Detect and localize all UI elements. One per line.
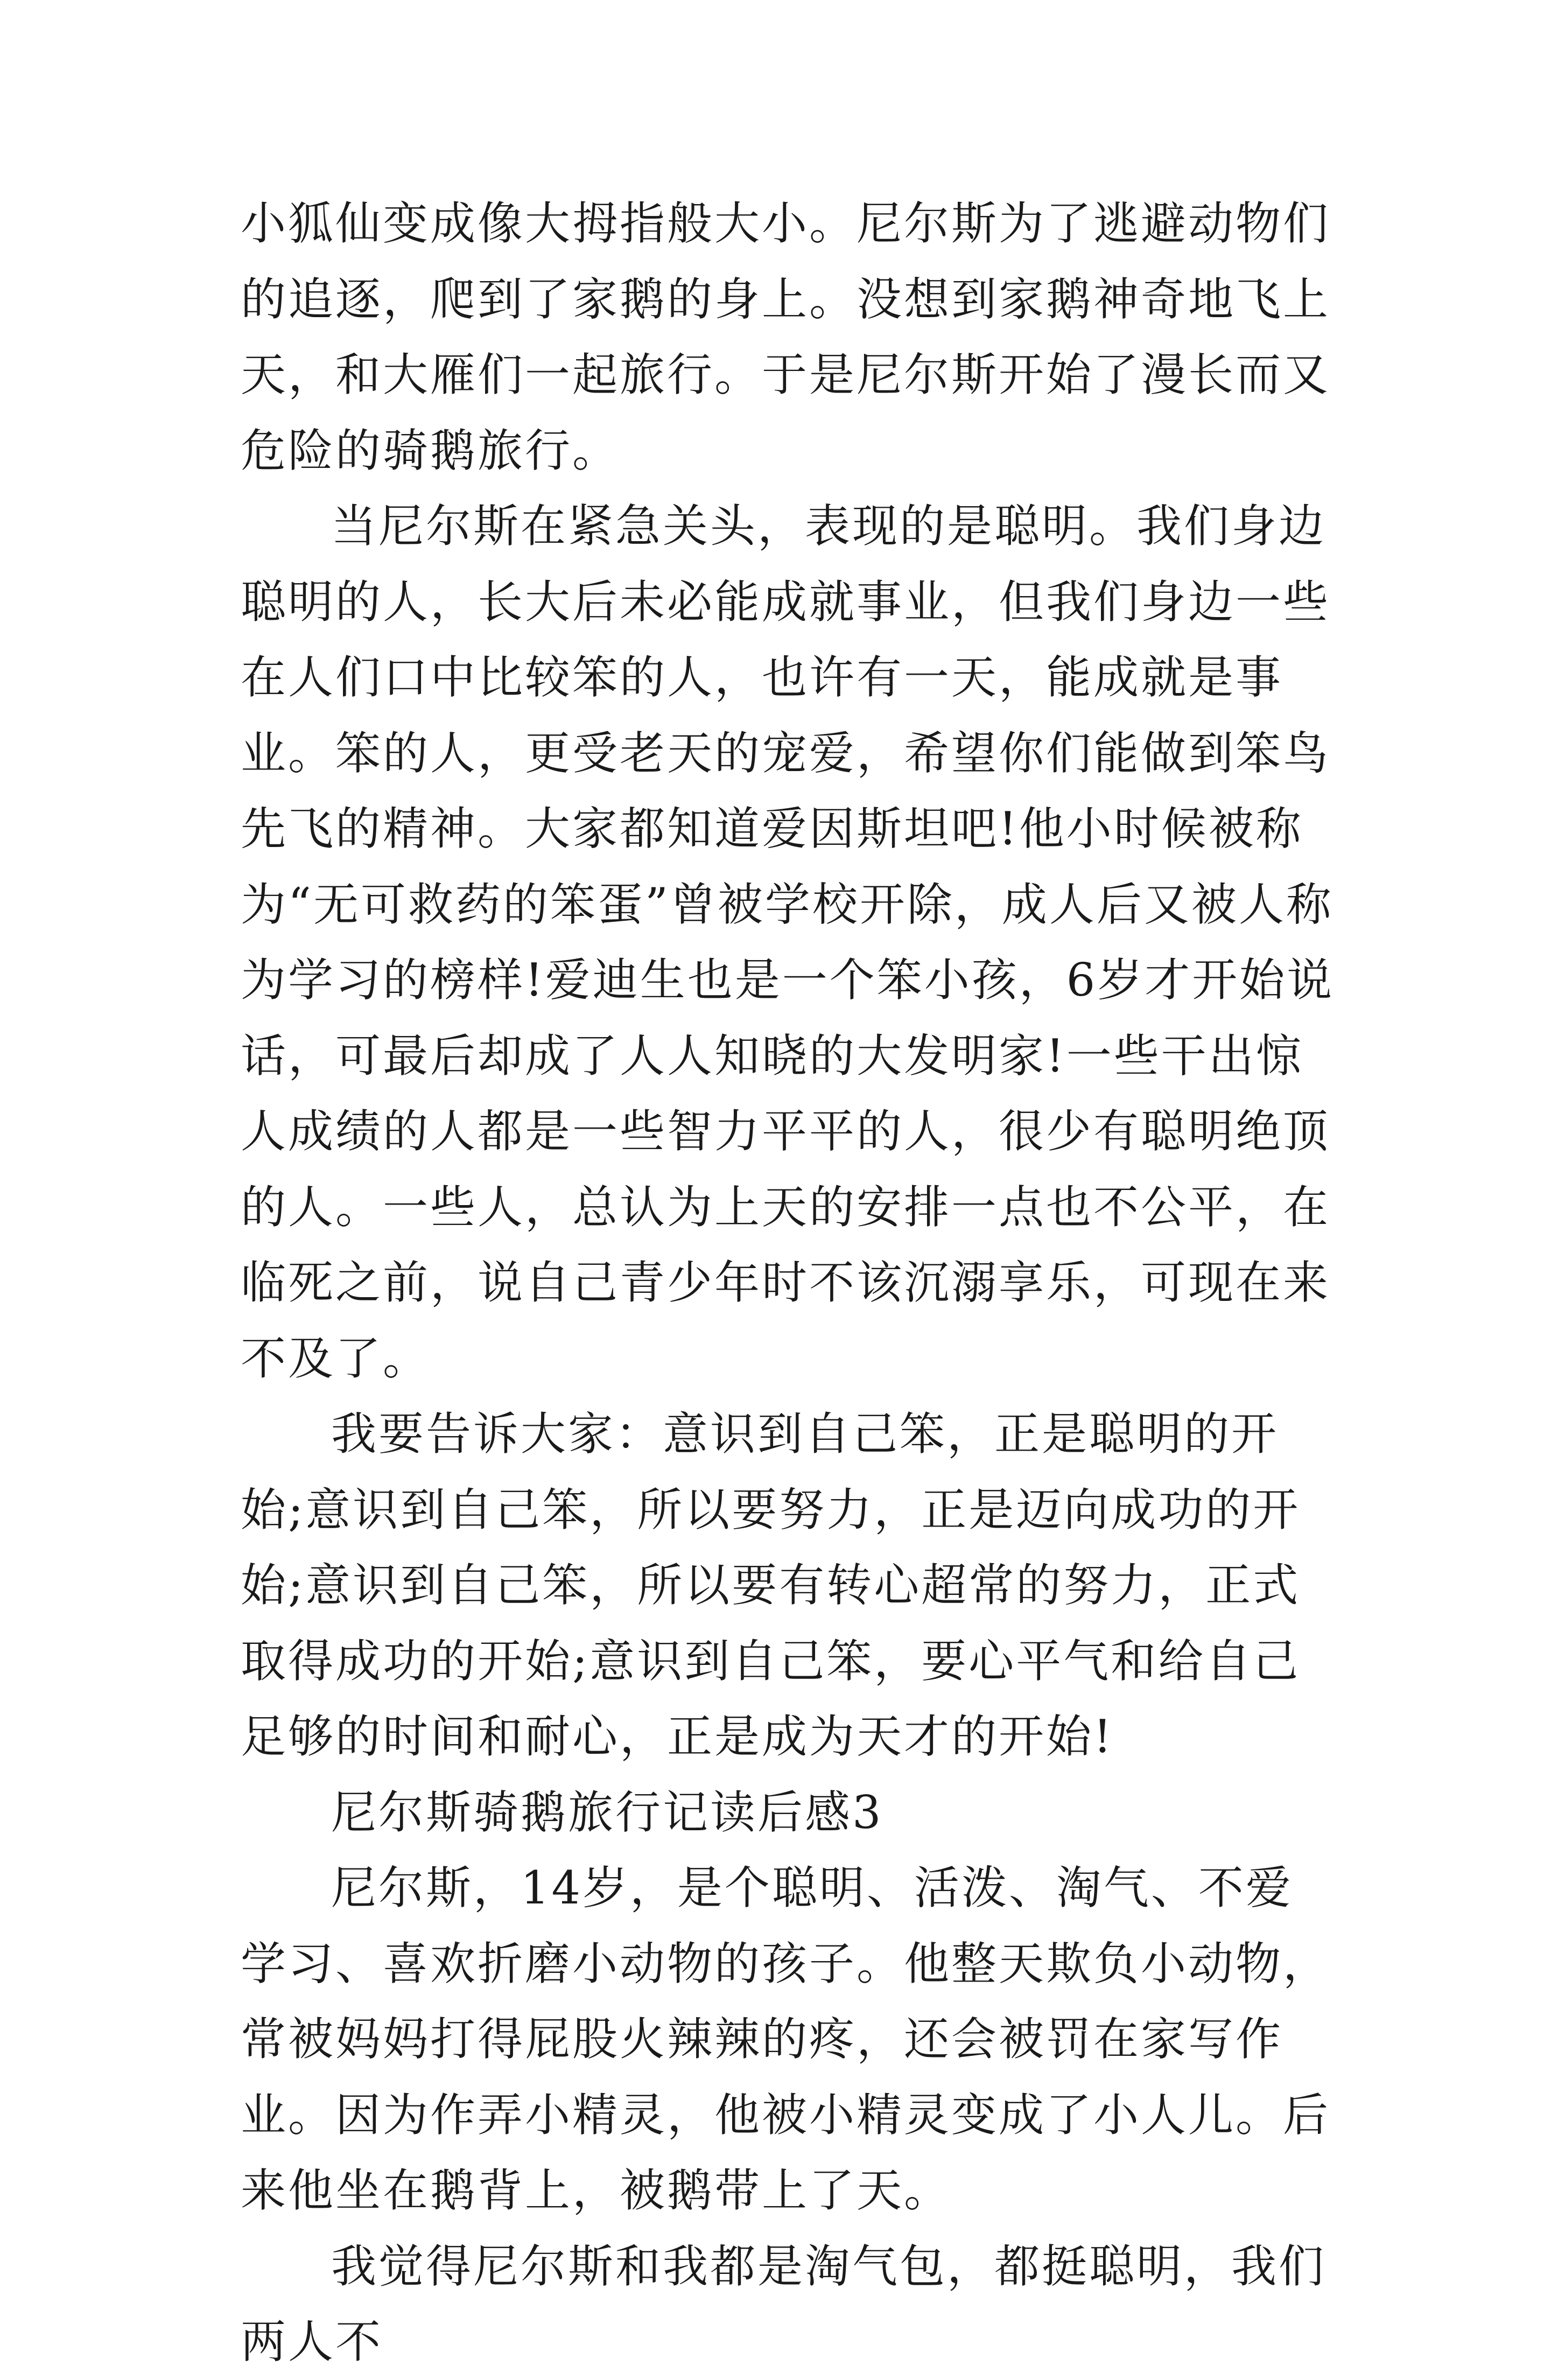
- paragraph-1: 小狐仙变成像大拇指般大小。尼尔斯为了逃避动物们的追逐，爬到了家鹅的身上。没想到家鹅神奇地飞上天，和大雁们一起旅行。于是尼尔斯开始了漫长而又危险的骑鹅旅行。: [241, 197, 1331, 477]
- paragraph-4: 尼尔斯，14岁，是个聪明、活泼、淘气、不爱学习、喜欢折磨小动物的孩子。他整天欺负小动物，常被妈妈打得屁股火辣辣的疼，还会被罚在家写作业。因为作弄小精灵，他被小精灵变成了小人儿。后来他坐在鹅背上，被鹅带上了天。: [241, 1861, 1331, 2217]
- paragraph-2: 当尼尔斯在紧急关头，表现的是聪明。我们身边聪明的人，长大后未必能成就事业，但我们身边一些在人们口中比较笨的人，也许有一天，能成就是事业。笨的人，更受老天的宠爱，希望你们能做到笨鸟先飞的精神。大家都知道爱因斯坦吧!他小时候被称为“无可救药的笨蛋”曾被学校开除，成人后又被人称为学习的榜样!爱迪生也是一个笨小孩，6岁才开始说话，可最后却成了人人知晓的大发明家!一些干出惊人成绩的人都是一些智力平平的人，很少有聪明绝顶的人。一些人，总认为上天的安排一点也不公平，在临死之前，说自己青少年时不该沉溺享乐，可现在来不及了。: [241, 500, 1335, 1385]
- document-body: [241, 186, 1339, 2380]
- section-heading: 尼尔斯骑鹅旅行记读后感3: [331, 1786, 883, 1839]
- paragraph-3: 我要告诉大家：意识到自己笨，正是聪明的开始;意识到自己笨，所以要努力，正是迈向成功的开始;意识到自己笨，所以要有转心超常的努力，正式取得成功的开始;意识到自己笨，要心平气和给自己足够的时间和耐心，正是成为天才的开始!: [241, 1408, 1301, 1763]
- paragraph-5: 我觉得尼尔斯和我都是淘气包，都挺聪明，我们两人不: [241, 2239, 1327, 2368]
